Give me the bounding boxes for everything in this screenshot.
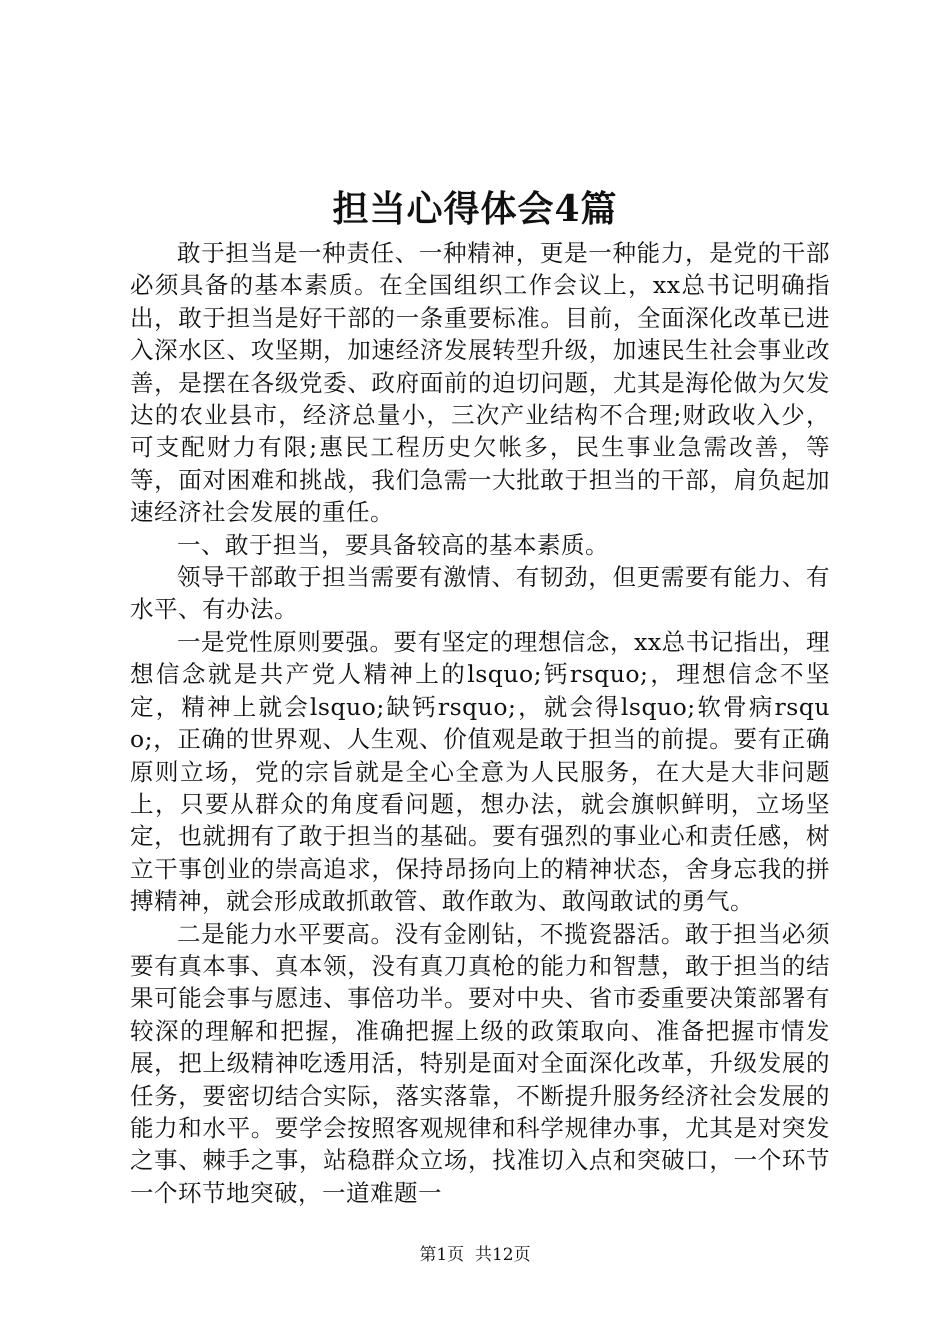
page-number: 第1页 共12页 bbox=[419, 1245, 531, 1265]
paragraph-ability: 二是能力水平要高。没有金刚钻，不揽瓷器活。敢于担当必须要有真本事、真本领，没有真刀真枪的能力和智慧，敢于担当的结果可能会事与愿违、事倍功半。要对中央、省市委重要决策部署有较深的理解和把握，准确把握上级的政策取向、准备把握市情发展，把上级精神吃透用活，特别是面对全面深化改革，升级发展的任务，要密切结合实际，落实落靠，不断提升服务经济社会发展的能力和水平。要学会按照客观规律和科学规律办事，尤其是对突发之事、棘手之事，站稳群众立场，找准切入点和突破口，一个环节一个环节地突破，一道难题一 bbox=[130, 919, 830, 1207]
document-body bbox=[130, 237, 830, 1209]
document-title: 担当心得体会4篇 bbox=[332, 188, 618, 230]
paragraph-party-principle: 一是党性原则要强。要有坚定的理想信念，xx总书记指出，理想信念就是共产党人精神上的lsquo;钙rsquo;，理想信念不坚定，精神上就会lsquo;缺钙rsquo;，就会得lsquo;软骨病rsquo;，正确的世界观、人生观、价值观是敢于担当的前提。要有正确原则立场，党的宗旨就是全心全意为人民服务，在大是大非问题上，只要从群众的角度看问题，想办法，就会旗帜鲜明，立场坚定，也就拥有了敢于担当的基础。要有强烈的事业心和责任感，树立干事创业的崇高追求，保持昂扬向上的精神状态，舍身忘我的拼搏精神，就会形成敢抓敢管、敢作敢为、敢闯敢试的勇气。 bbox=[130, 627, 830, 916]
paragraph-heading-one: 一、敢于担当，要具备较高的基本素质。 bbox=[177, 530, 609, 559]
paragraph-intro: 敢于担当是一种责任、一种精神，更是一种能力，是党的干部必须具备的基本素质。在全国组织工作会议上，xx总书记明确指出，敢于担当是好干部的一条重要标准。目前，全面深化改革已进入深水区、攻坚期，加速经济发展转型升级，加速民生社会事业改善，是摆在各级党委、政府面前的迫切问题，尤其是海伦做为欠发达的农业县市，经济总量小，三次产业结构不合理;财政收入少，可支配财力有限;惠民工程历史欠帐多，民生事业急需改善，等等，面对困难和挑战，我们急需一大批敢于担当的干部，肩负起加速经济社会发展的重任。 bbox=[130, 239, 830, 527]
paragraph-leaders: 领导干部敢于担当需要有激情、有韧劲，但更需要有能力、有水平、有办法。 bbox=[130, 563, 830, 624]
